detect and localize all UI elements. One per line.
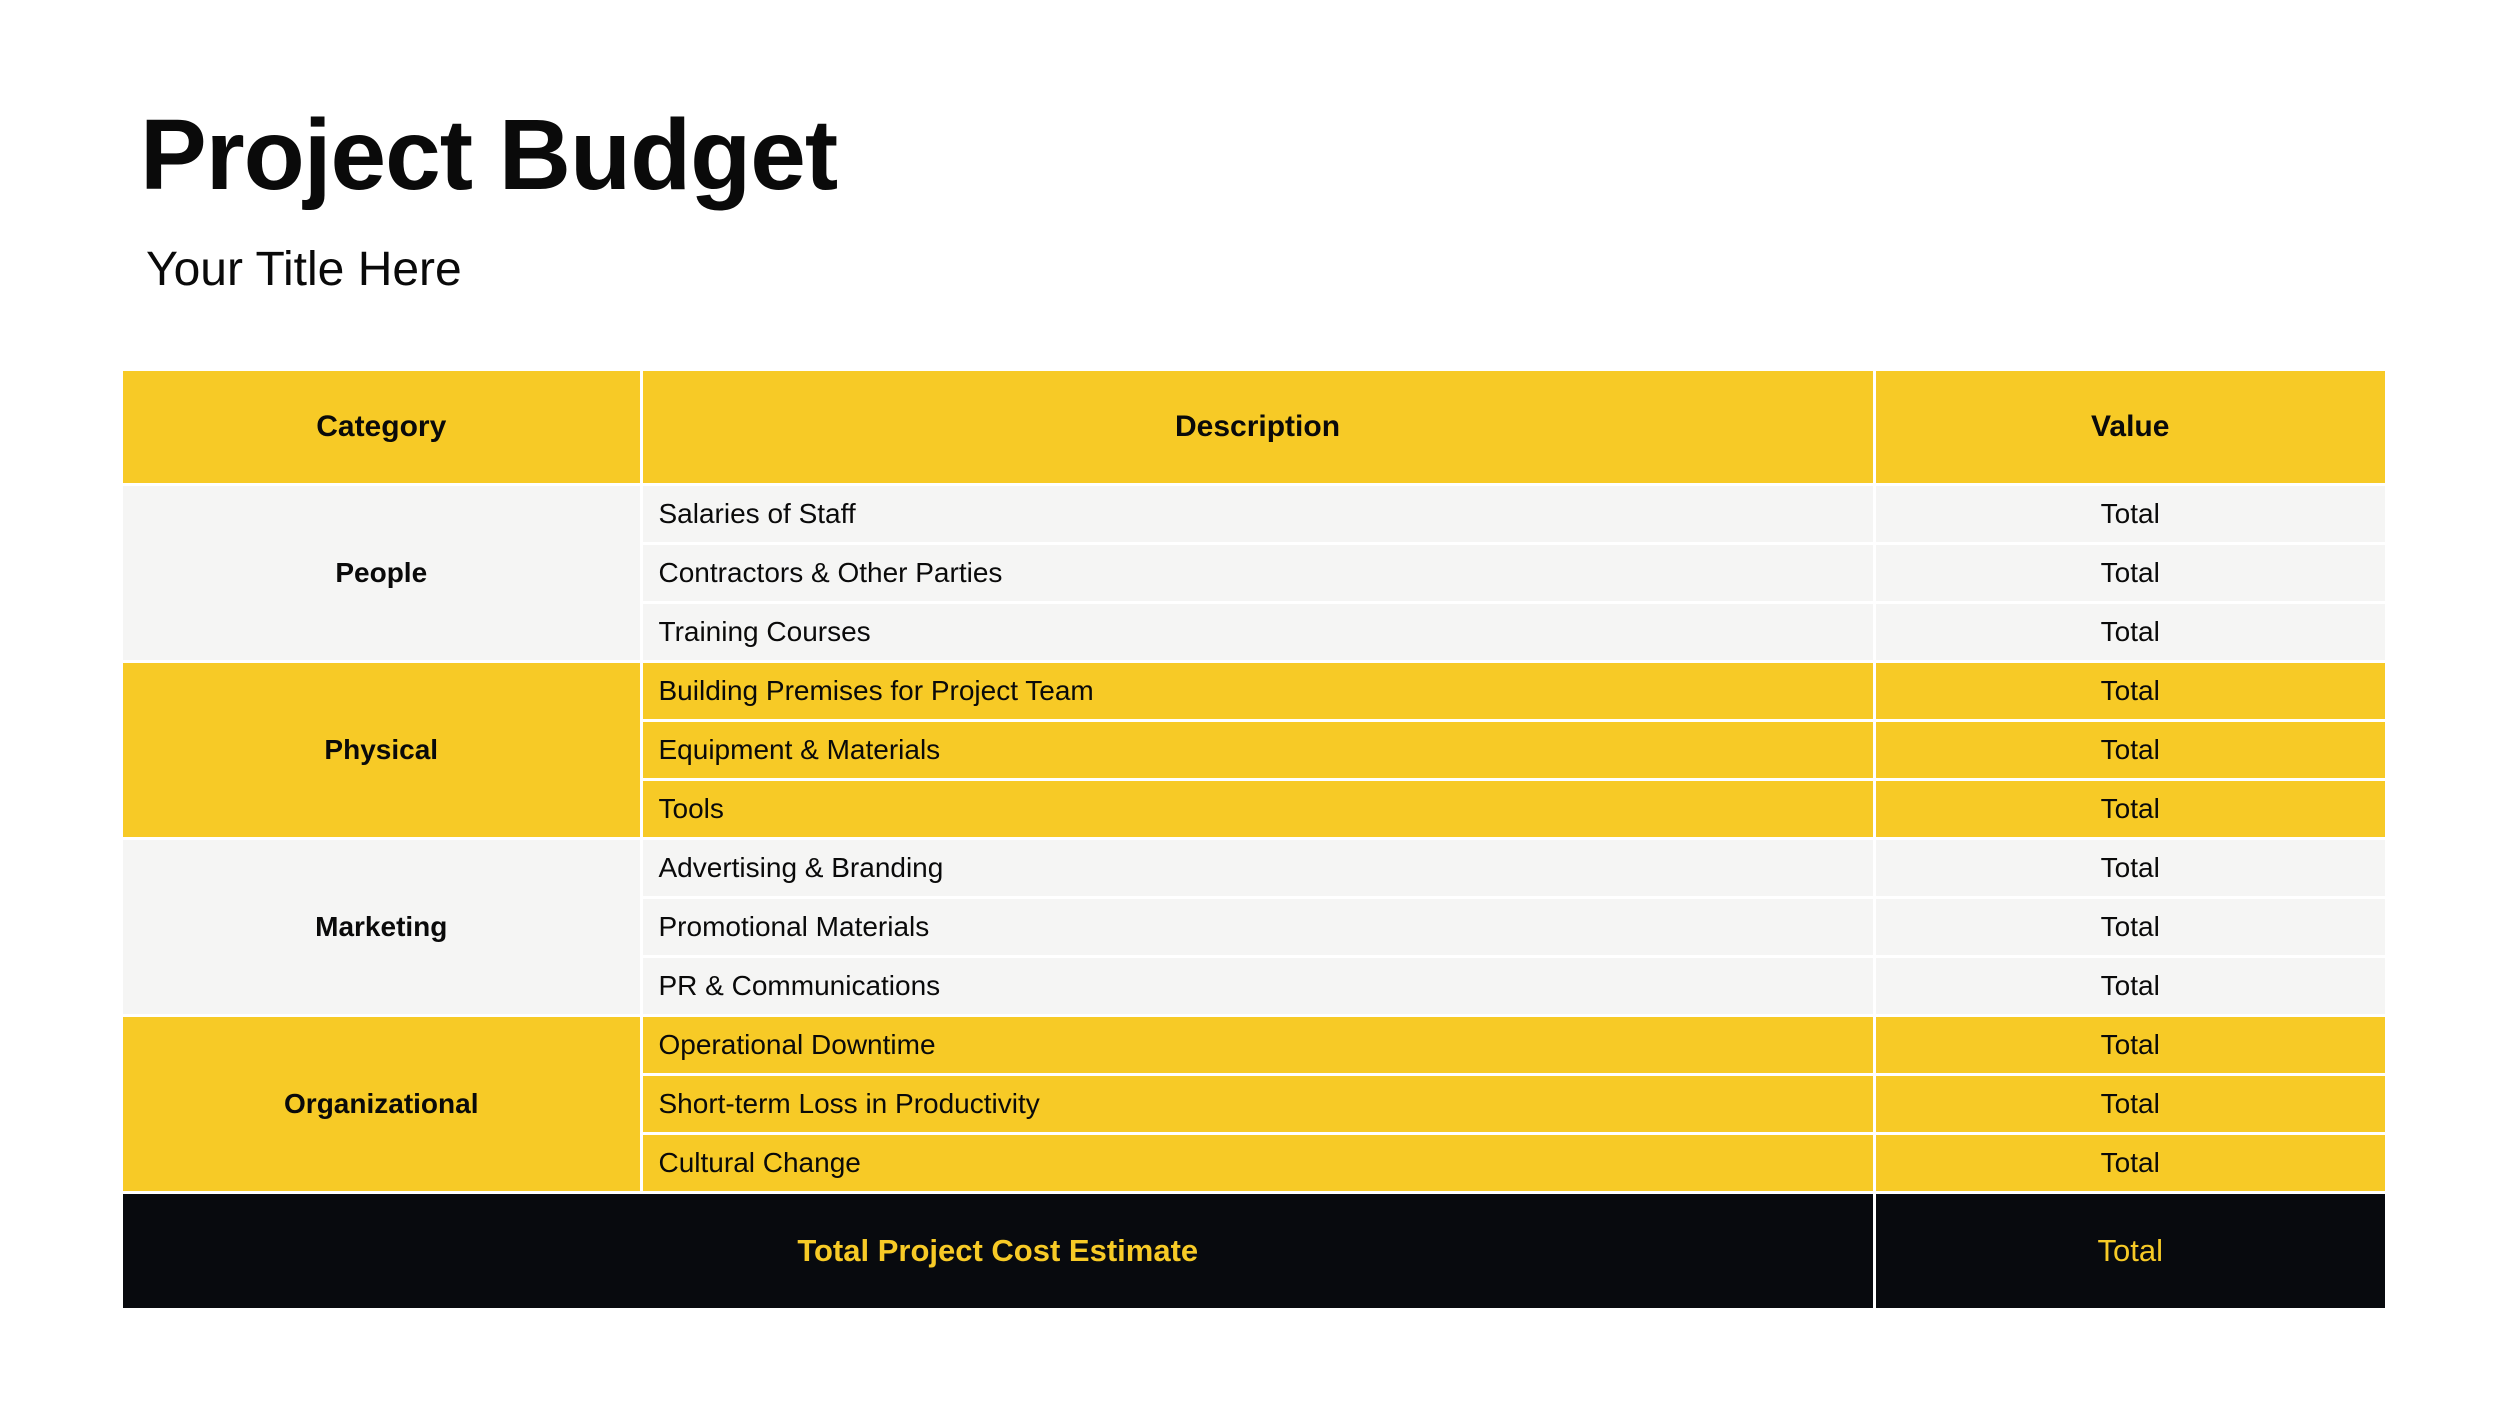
row-description: Training Courses xyxy=(641,602,1874,661)
budget-table xyxy=(123,371,2385,1308)
row-value: Total xyxy=(1874,956,2385,1015)
row-value: Total xyxy=(1874,1074,2385,1133)
row-value: Total xyxy=(1874,1133,2385,1192)
row-description: Cultural Change xyxy=(641,1133,1874,1192)
category-people: People xyxy=(123,484,641,661)
category-organizational: Organizational xyxy=(123,1015,641,1192)
row-description: Tools xyxy=(641,779,1874,838)
row-description: Advertising & Branding xyxy=(641,838,1874,897)
header-value: Value xyxy=(1874,371,2385,484)
row-description: Short-term Loss in Productivity xyxy=(641,1074,1874,1133)
row-description: PR & Communications xyxy=(641,956,1874,1015)
total-row xyxy=(123,1192,2385,1308)
table-row xyxy=(123,661,2385,720)
row-value: Total xyxy=(1874,543,2385,602)
category-physical: Physical xyxy=(123,661,641,838)
row-value: Total xyxy=(1874,1015,2385,1074)
row-description: Promotional Materials xyxy=(641,897,1874,956)
row-description: Operational Downtime xyxy=(641,1015,1874,1074)
page-subtitle: Your Title Here xyxy=(146,243,462,296)
row-value: Total xyxy=(1874,779,2385,838)
row-value: Total xyxy=(1874,720,2385,779)
table-row xyxy=(123,1015,2385,1074)
row-description: Building Premises for Project Team xyxy=(641,661,1874,720)
total-value: Total xyxy=(1874,1192,2385,1308)
total-label: Total Project Cost Estimate xyxy=(123,1192,1874,1308)
header-category: Category xyxy=(123,371,641,484)
row-value: Total xyxy=(1874,661,2385,720)
row-value: Total xyxy=(1874,897,2385,956)
row-description: Contractors & Other Parties xyxy=(641,543,1874,602)
table-row xyxy=(123,484,2385,543)
table-header-row xyxy=(123,371,2385,484)
row-description: Salaries of Staff xyxy=(641,484,1874,543)
row-value: Total xyxy=(1874,484,2385,543)
category-marketing: Marketing xyxy=(123,838,641,1015)
row-value: Total xyxy=(1874,602,2385,661)
row-description: Equipment & Materials xyxy=(641,720,1874,779)
page-title: Project Budget xyxy=(140,99,838,211)
table-row xyxy=(123,838,2385,897)
header-description: Description xyxy=(641,371,1874,484)
row-value: Total xyxy=(1874,838,2385,897)
